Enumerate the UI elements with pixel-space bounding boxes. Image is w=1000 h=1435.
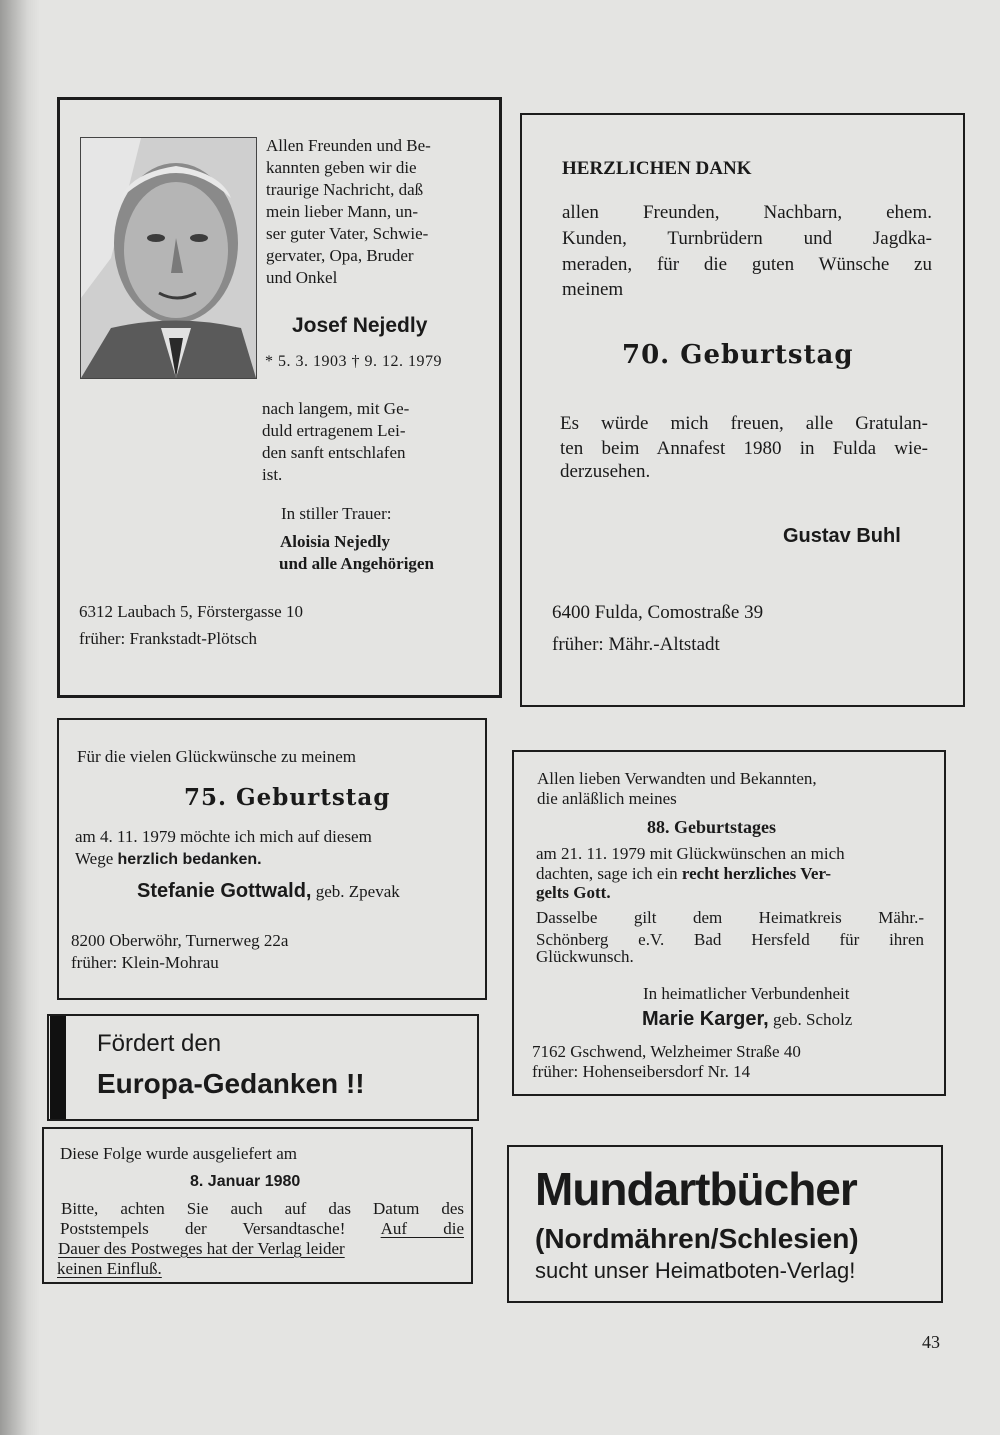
portrait-photo — [80, 137, 257, 379]
b75-line-plain: Wege — [75, 849, 118, 868]
b75-intro: Für die vielen Glückwünsche zu meinem — [77, 747, 357, 766]
passing-line: nach langem, mit Ge- — [262, 399, 410, 418]
delivery-line: Bitte, achten Sie auch auf das Datum des — [61, 1199, 464, 1218]
obituary-address: 6312 Laubach 5, Förstergasse 10 — [79, 602, 303, 621]
mundart-tagline: sucht unser Heimatboten-Verlag! — [535, 1258, 856, 1283]
intro-line: mein lieber Mann, un- — [266, 202, 419, 221]
thanks-signature: Gustav Buhl — [783, 525, 901, 547]
b88-line: Glückwunsch. — [536, 947, 634, 966]
thanks-occasion: 70. Geburtstag — [622, 340, 854, 370]
thanks-address: 6400 Fulda, Comostraße 39 — [552, 602, 764, 623]
intro-line: kannten geben wir die — [266, 158, 417, 177]
invite-line: derzusehen. — [560, 461, 651, 482]
deceased-name: Josef Nejedly — [292, 314, 428, 337]
b75-line — [75, 848, 262, 871]
europa-line2: Europa-Gedanken !! — [97, 1068, 365, 1099]
b88-line: Allen lieben Verwandten und Bekannten, — [537, 769, 817, 788]
thanks-line: meinem — [562, 279, 624, 300]
b88-line-bold: gelts Gott. — [536, 883, 611, 902]
b88-closing: In heimatlicher Verbundenheit — [643, 984, 850, 1003]
b75-address: 8200 Oberwöhr, Turnerweg 22a — [71, 931, 289, 950]
b88-line: Schönberg e.V. Bad Hersfeld für ihren — [536, 930, 924, 949]
thanks-line: meraden, für die guten Wünsche zu — [562, 254, 932, 275]
mourner-line: und alle Angehörigen — [279, 554, 434, 573]
b75-former-home: früher: Klein-Mohrau — [71, 953, 219, 972]
europa-line1: Fördert den — [97, 1030, 222, 1057]
mourner-line: Aloisia Nejedly — [280, 532, 391, 551]
b88-line-bold: recht herzliches Ver- — [681, 864, 832, 883]
b88-signature: Marie Karger, — [642, 1008, 769, 1030]
delivery-line-underlined: keinen Einfluß. — [57, 1259, 162, 1278]
b88-signature-line — [642, 1008, 852, 1031]
invite-line: ten beim Annafest 1980 in Fulda wie- — [560, 438, 928, 459]
passing-line: ist. — [262, 465, 283, 484]
b75-signature-line — [137, 880, 400, 903]
b88-line-plain: dachten, sage ich ein — [536, 864, 682, 883]
b75-occasion: 75. Geburtstag — [184, 784, 391, 811]
intro-line: traurige Nachricht, daß — [266, 180, 424, 199]
intro-line: Allen Freunden und Be- — [266, 136, 431, 155]
invite-line: Es würde mich freuen, alle Gratulan- — [560, 413, 928, 434]
b88-line: am 21. 11. 1979 mit Glückwünschen an mich — [536, 844, 845, 863]
intro-line: ser guter Vater, Schwie- — [266, 224, 429, 243]
intro-line: gervater, Opa, Bruder — [266, 246, 414, 265]
thanks-line: allen Freunden, Nachbarn, ehem. — [562, 202, 932, 223]
europa-accent-bar — [50, 1016, 66, 1119]
b75-signature: Stefanie Gottwald, — [137, 880, 312, 902]
thanks-line: Kunden, Turnbrüdern und Jagdka- — [562, 228, 932, 249]
delivery-line-underlined: Auf die — [380, 1219, 464, 1238]
b88-line: die anläßlich meines — [537, 789, 677, 808]
obituary-former-home: früher: Frankstadt-Plötsch — [79, 629, 257, 648]
mourning-label: In stiller Trauer: — [281, 504, 392, 523]
page-gutter-shadow — [0, 0, 40, 1435]
delivery-line: Diese Folge wurde ausgeliefert am — [60, 1144, 297, 1163]
passing-line: duld ertragenem Lei- — [262, 421, 406, 440]
thanks-former-home: früher: Mähr.-Altstadt — [552, 634, 720, 655]
b88-address: 7162 Gschwend, Welzheimer Straße 40 — [532, 1042, 801, 1061]
passing-line: den sanft entschlafen — [262, 443, 406, 462]
b75-line: am 4. 11. 1979 möchte ich mich auf diesem — [75, 827, 372, 846]
b88-maiden-name: geb. Scholz — [768, 1010, 853, 1029]
b75-line-bold: herzlich bedanken. — [117, 851, 262, 868]
delivery-date: 8. Januar 1980 — [190, 1173, 301, 1190]
mundart-title: Mundartbücher — [535, 1163, 857, 1215]
delivery-line — [60, 1218, 464, 1240]
b88-former-home: früher: Hohenseibersdorf Nr. 14 — [532, 1062, 751, 1081]
b88-line: Dasselbe gilt dem Heimatkreis Mähr.- — [536, 908, 924, 927]
delivery-line-underlined: Dauer des Postweges hat der Verlag leider — [58, 1239, 345, 1258]
delivery-line-plain: Poststempels der Versandtasche! — [60, 1219, 381, 1238]
life-dates: * 5. 3. 1903 † 9. 12. 1979 — [265, 353, 442, 370]
mundart-subtitle: (Nordmähren/Schlesien) — [535, 1223, 859, 1254]
thanks-heading: HERZLICHEN DANK — [562, 158, 752, 179]
intro-line: und Onkel — [266, 268, 338, 287]
b88-occasion: 88. Geburtstages — [647, 817, 776, 837]
page-number: 43 — [922, 1332, 940, 1352]
b75-maiden-name: geb. Zpevak — [311, 882, 400, 901]
